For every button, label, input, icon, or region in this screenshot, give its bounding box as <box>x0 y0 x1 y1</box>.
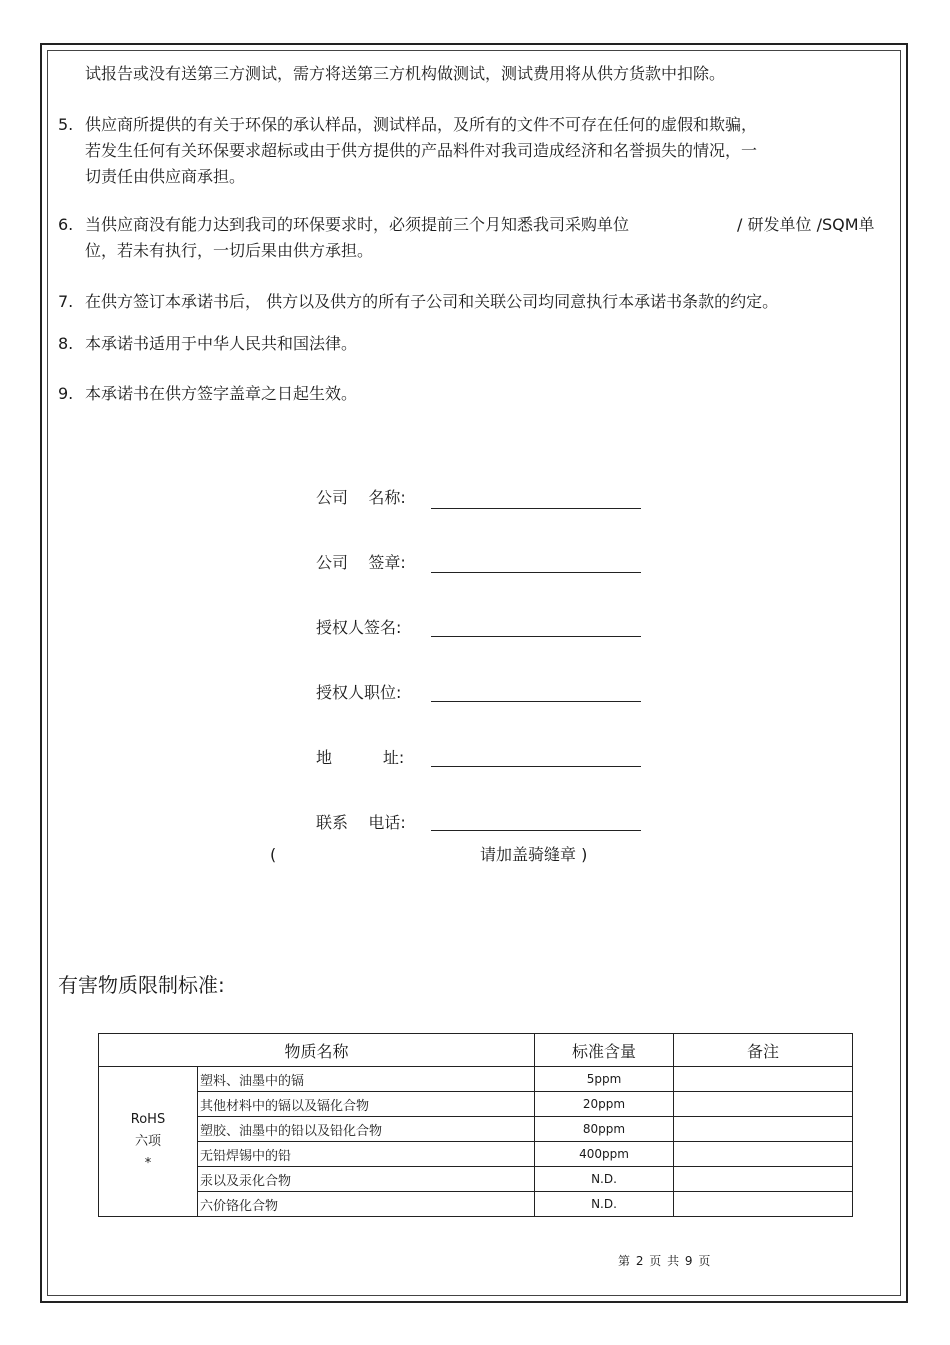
clause-6-line-1a: 当供应商没有能力达到我司的环保要求时，必须提前三个月知悉我司采购单位 <box>85 215 630 234</box>
rohs-label: RoHS <box>130 1111 166 1127</box>
limit-value: 20ppm <box>535 1092 674 1117</box>
substance-name: 汞以及汞化合物 <box>198 1167 535 1192</box>
stamp-note-open-paren: ( <box>270 845 277 864</box>
table-row <box>99 1117 853 1142</box>
col-limit: 标准含量 <box>535 1034 674 1067</box>
standards-heading: 有害物质限制标准: <box>58 973 225 997</box>
note-value <box>674 1067 853 1092</box>
company-name-field[interactable] <box>431 508 641 509</box>
note-value <box>674 1167 853 1192</box>
limit-value: 80ppm <box>535 1117 674 1142</box>
table-row <box>99 1192 853 1217</box>
substance-name: 塑胶、油墨中的铅以及铅化合物 <box>198 1117 535 1142</box>
authorized-title-field[interactable] <box>431 701 641 702</box>
phone-field[interactable] <box>431 830 641 831</box>
phone-label: 联系 电话: <box>316 813 406 832</box>
clause-6-line-2: 位，若未有执行，一切后果由供方承担。 <box>85 241 374 260</box>
clause-9-number: 9. <box>58 384 74 403</box>
col-substance-name: 物质名称 <box>99 1034 535 1067</box>
clause-7-number: 7. <box>58 292 74 311</box>
limit-value: 5ppm <box>535 1067 674 1092</box>
six-items-label: 六项 <box>134 1133 161 1149</box>
clause-8-text: 本承诺书适用于中华人民共和国法律。 <box>85 334 358 353</box>
page-number: 第 2 页 共 9 页 <box>618 1254 712 1268</box>
substance-name: 无铅焊锡中的铅 <box>198 1142 535 1167</box>
table-row <box>99 1067 853 1092</box>
company-seal-field[interactable] <box>431 572 641 573</box>
table-row <box>99 1092 853 1117</box>
clause-5-number: 5. <box>58 115 74 134</box>
clause-8-number: 8. <box>58 334 74 353</box>
clause-5-line-3: 切责任由供应商承担。 <box>85 167 246 186</box>
clause-6-line-1b: / 研发单位 /SQM单 <box>737 215 875 234</box>
limit-value: 400ppm <box>535 1142 674 1167</box>
clause-9-text: 本承诺书在供方签字盖章之日起生效。 <box>85 384 358 403</box>
table-row <box>99 1167 853 1192</box>
note-value <box>674 1142 853 1167</box>
substance-name: 塑料、油墨中的镉 <box>198 1067 535 1092</box>
rohs-group-cell <box>99 1067 198 1217</box>
authorized-signature-field[interactable] <box>431 636 641 637</box>
note-value <box>674 1192 853 1217</box>
clause-7-text: 在供方签订本承诺书后， 供方以及供方的所有子公司和关联公司均同意执行本承诺书条款的约定。 <box>85 292 779 311</box>
company-name-label: 公司 名称: <box>316 488 406 507</box>
substance-name: 其他材料中的镉以及镉化合物 <box>198 1092 535 1117</box>
limit-value: N.D. <box>535 1192 674 1217</box>
col-note: 备注 <box>674 1034 853 1067</box>
table-row <box>99 1142 853 1167</box>
standards-table <box>98 1033 853 1217</box>
authorized-title-label: 授权人职位: <box>316 683 402 702</box>
asterisk-label: * <box>144 1155 152 1171</box>
clause-5-line-2: 若发生任何有关环保要求超标或由于供方提供的产品料件对我司造成经济和名誉损失的情况，一 <box>85 141 758 160</box>
clause-6-number: 6. <box>58 215 74 234</box>
clause-5-line-1: 供应商所提供的有关于环保的承认样品，测试样品，及所有的文件不可存在任何的虚假和欺骗， <box>85 115 758 134</box>
company-seal-label: 公司 签章: <box>316 553 406 572</box>
address-field[interactable] <box>431 766 641 767</box>
limit-value: N.D. <box>535 1167 674 1192</box>
note-value <box>674 1092 853 1117</box>
table-header-row <box>99 1034 853 1067</box>
substance-name: 六价铬化合物 <box>198 1192 535 1217</box>
clause-4-continuation: 试报告或没有送第三方测试，需方将送第三方机构做测试，测试费用将从供方货款中扣除。 <box>85 64 726 83</box>
stamp-note: 请加盖骑缝章 ) <box>480 845 588 864</box>
note-value <box>674 1117 853 1142</box>
authorized-signature-label: 授权人签名: <box>316 618 402 637</box>
address-label: 地 址: <box>316 748 405 767</box>
